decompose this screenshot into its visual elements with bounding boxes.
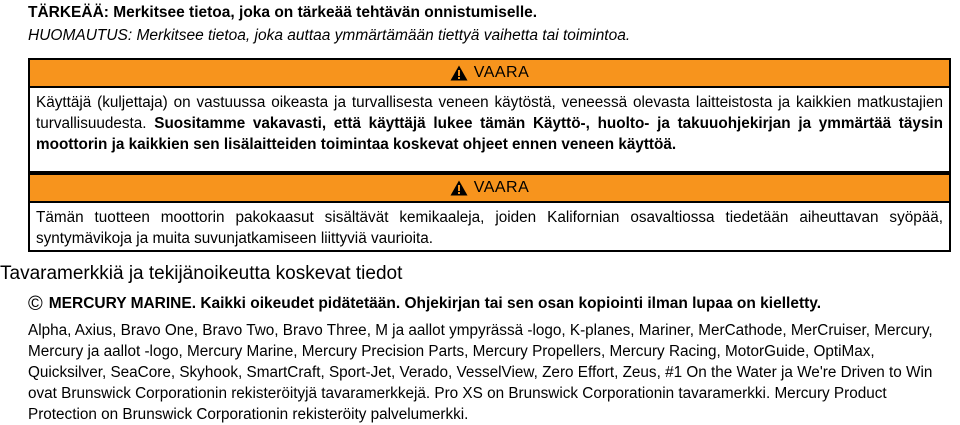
- warning-title: VAARA: [473, 64, 530, 81]
- warning-box-california: [28, 173, 951, 252]
- warning-body: [30, 203, 949, 249]
- warning-box-operator-responsibility: [28, 58, 951, 173]
- important-note: TÄRKEÄÄ: Merkitsee tietoa, joka on tärkeää tehtävän onnistumiselle.: [28, 4, 538, 21]
- warning-banner: [30, 60, 949, 88]
- warning-body: [30, 88, 949, 155]
- warning-body-lead: Tämän tuotteen moottorin pakokaasut sisältävät kemikaaleja, joiden Kalifornian osavaltiossa tiedetään aiheuttavan syöpää, syntymävikoja ja muita suvunjatkamiseen liittyviä vaurioita.: [36, 209, 943, 247]
- section-heading: Tavaramerkkiä ja tekijänoikeutta koskevat tiedot: [0, 263, 403, 284]
- warning-banner: [30, 173, 949, 203]
- warning-body-rest: Suositamme vakavasti, että käyttäjä lukee tämän Käyttö-, huolto- ja takuuohjekirjan ja ymmärtää täysin moottorin ja kaikkien sen lisälaitteiden toimintaa koskevat ohjeet ennen veneen käyttöä.: [36, 115, 943, 153]
- notice-text: Merkitsee tietoa, joka auttaa ymmärtämään tiettyä vaihetta tai toimintoa.: [132, 27, 631, 44]
- copyright-line: [28, 294, 821, 314]
- notice-note: [28, 27, 630, 45]
- copyright-icon: ©: [28, 293, 43, 315]
- notice-term: HUOMAUTUS:: [28, 27, 133, 44]
- copyright-text: MERCURY MARINE. Kaikki oikeudet pidätetään. Ohjekirjan tai sen osan kopiointi ilman lupaa on kielletty.: [48, 295, 822, 312]
- warning-body-lead: Käyttäjä (kuljettaja) on vastuussa oikeasta ja turvallisesta veneen käytöstä, veneessä olevasta laitteistosta ja kaikkien matkustajien turvallisuudesta.: [36, 94, 943, 132]
- trademark-paragraph: Alpha, Axius, Bravo One, Bravo Two, Bravo Three, M ja aallot ympyrässä -logo, K-planes, Mariner, MerCathode, MerCruiser, Mercury, Mercury ja aallot -logo, Mercury Marine, Mercury Precision Parts, Mercury Propellers, Mercury Racing, MotorGuide, OptiMax, Quicksilver, SeaCore, Skyhook, SmartCraft, Sport-Jet, Verado, VesselView, Zero Effort, Zeus, #1 On the Water ja We're Driven to Win ovat Brunswick Corporationin rekisteröityjä tavaramerkkejä. Pro XS on Brunswick Corporationin tavaramerkki. Mercury Product Protection on Brunswick Corporationin rekisteröity palvelumerkki.: [28, 322, 933, 423]
- warning-triangle-icon: [450, 180, 468, 196]
- warning-triangle-icon: [450, 65, 468, 81]
- warning-title: VAARA: [473, 179, 530, 196]
